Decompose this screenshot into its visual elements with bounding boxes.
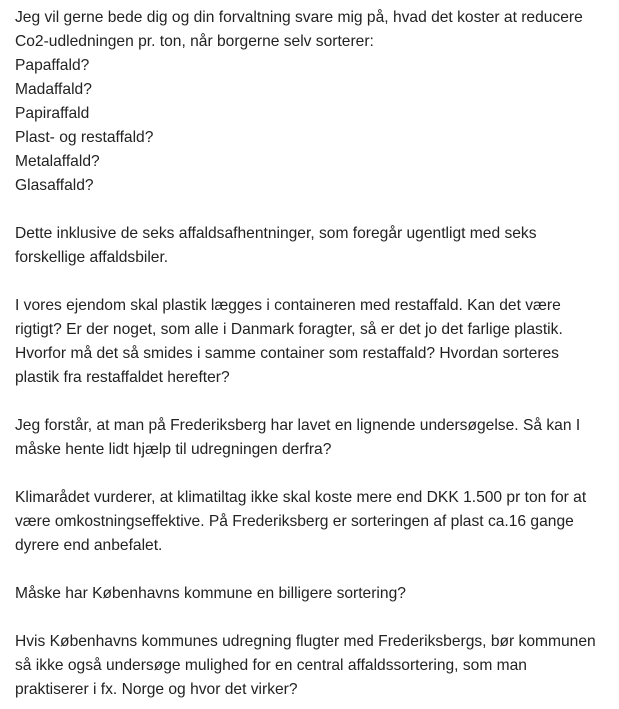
paragraph-cheaper-sorting: [15, 582, 619, 606]
paragraph-question-list: [15, 6, 619, 198]
text-line: så ikke også undersøge mulighed for en central affaldssortering, som man: [15, 657, 527, 674]
list-item: Plast- og restaffald?: [15, 129, 154, 146]
text-line: Hvorfor må det så smides i samme container som restaffald? Hvordan sorteres: [15, 345, 559, 362]
text-line: Jeg forstår, at man på Frederiksberg har lavet en lignende undersøgelse. Så kan I: [15, 417, 581, 434]
text-line: plastik fra restaffaldet herefter?: [15, 369, 230, 386]
paragraph-central-sorting: [15, 630, 619, 702]
text-line: Klimarådet vurderer, at klimatiltag ikke skal koste mere end DKK 1.500 pr ton for at: [15, 489, 587, 506]
text-line: rigtigt? Er der noget, som alle i Danmark foragter, så er det jo det farlige plastik.: [15, 321, 563, 338]
paragraph-klimaraadet: [15, 486, 619, 558]
text-line: Dette inklusive de seks affaldsafhentninger, som foregår ugentligt med seks: [15, 225, 537, 242]
text-line: forskellige affaldsbiler.: [15, 249, 169, 266]
text-line: Måske har Københavns kommune en billigere sortering?: [15, 585, 406, 602]
text-line: Hvis Københavns kommunes udregning flugter med Frederiksbergs, bør kommunen: [15, 633, 596, 650]
text-line: måske hente lidt hjælp til udregningen derfra?: [15, 441, 332, 458]
text-line: være omkostningseffektive. På Frederiksberg er sorteringen af plast ca.16 gange: [15, 513, 574, 530]
list-item: Papaffald?: [15, 57, 90, 74]
text-line: I vores ejendom skal plastik lægges i containeren med restaffald. Kan det være: [15, 297, 561, 314]
paragraph-pickups: [15, 222, 619, 270]
list-item: Papiraffald: [15, 105, 90, 122]
text-line: praktiserer i fx. Norge og hvor det virker?: [15, 681, 298, 698]
list-item: Madaffald?: [15, 81, 92, 98]
paragraph-frederiksberg: [15, 414, 619, 462]
text-line: Jeg vil gerne bede dig og din forvaltning svare mig på, hvad det koster at reducere: [15, 9, 583, 26]
paragraph-plastic: [15, 294, 619, 390]
text-line: dyrere end anbefalet.: [15, 537, 163, 554]
list-item: Metalaffald?: [15, 153, 100, 170]
list-item: Glasaffald?: [15, 177, 94, 194]
text-line: Co2-udledningen pr. ton, når borgerne selv sorterer:: [15, 33, 374, 50]
